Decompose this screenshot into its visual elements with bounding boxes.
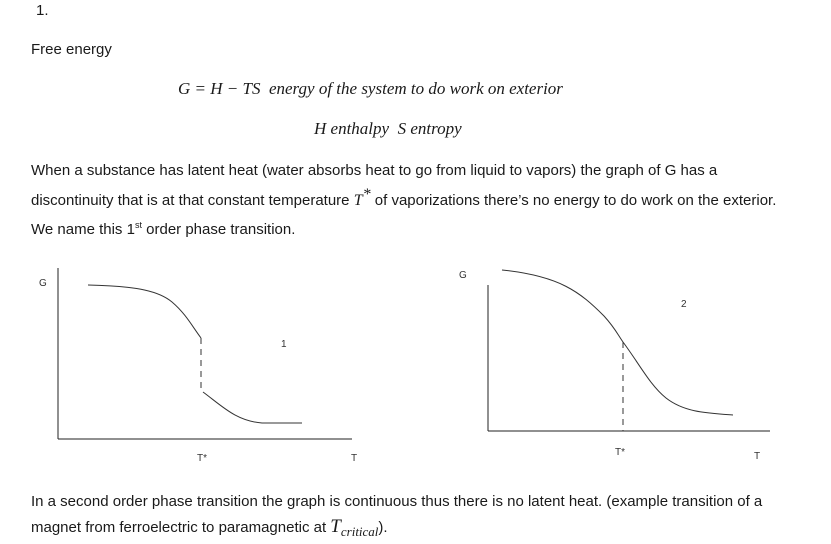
curve-label: 1 xyxy=(281,339,287,350)
item-number: 1. xyxy=(36,2,49,19)
transition-temperature-label: T* xyxy=(197,453,207,464)
temperature-symbol: T xyxy=(353,192,363,209)
ordinal-superscript: st xyxy=(134,220,142,230)
temperature-superscript: * xyxy=(362,186,371,203)
section-heading: Free energy xyxy=(31,41,112,58)
y-axis-label: G xyxy=(459,270,467,281)
paragraph-text: of vaporizations there’s no energy to do work on the exterior. We name this 1 xyxy=(31,192,777,238)
x-axis-label: T xyxy=(754,451,761,462)
transition-temperature-label: T* xyxy=(615,447,625,458)
critical-subscript: critical xyxy=(340,524,379,539)
x-axis-label: T xyxy=(351,453,358,464)
free-energy-equation: G = H − TS energy of the system to do work on exterior xyxy=(178,79,563,98)
free-energy-curve xyxy=(502,270,733,415)
paragraph-second-order xyxy=(31,489,791,544)
paragraph-text: When a substance has latent heat (water absorbs heat to go from liquid to vapors) the graph of G has a discontinuity that is at that constant temperature xyxy=(31,162,718,209)
temperature-symbol: T xyxy=(330,516,341,537)
y-axis-label: G xyxy=(39,278,47,289)
paragraph-text: ). xyxy=(378,519,388,536)
paragraph-text: In a second order phase transition the graph is continuous thus there is no latent heat. (example transition of a magnet from ferroelectric to paramagnetic at xyxy=(31,493,763,536)
symbol-definitions: H enthalpy S entropy xyxy=(314,119,462,138)
paragraph-text: order phase transition. xyxy=(141,221,296,238)
curve-label: 2 xyxy=(681,299,687,310)
